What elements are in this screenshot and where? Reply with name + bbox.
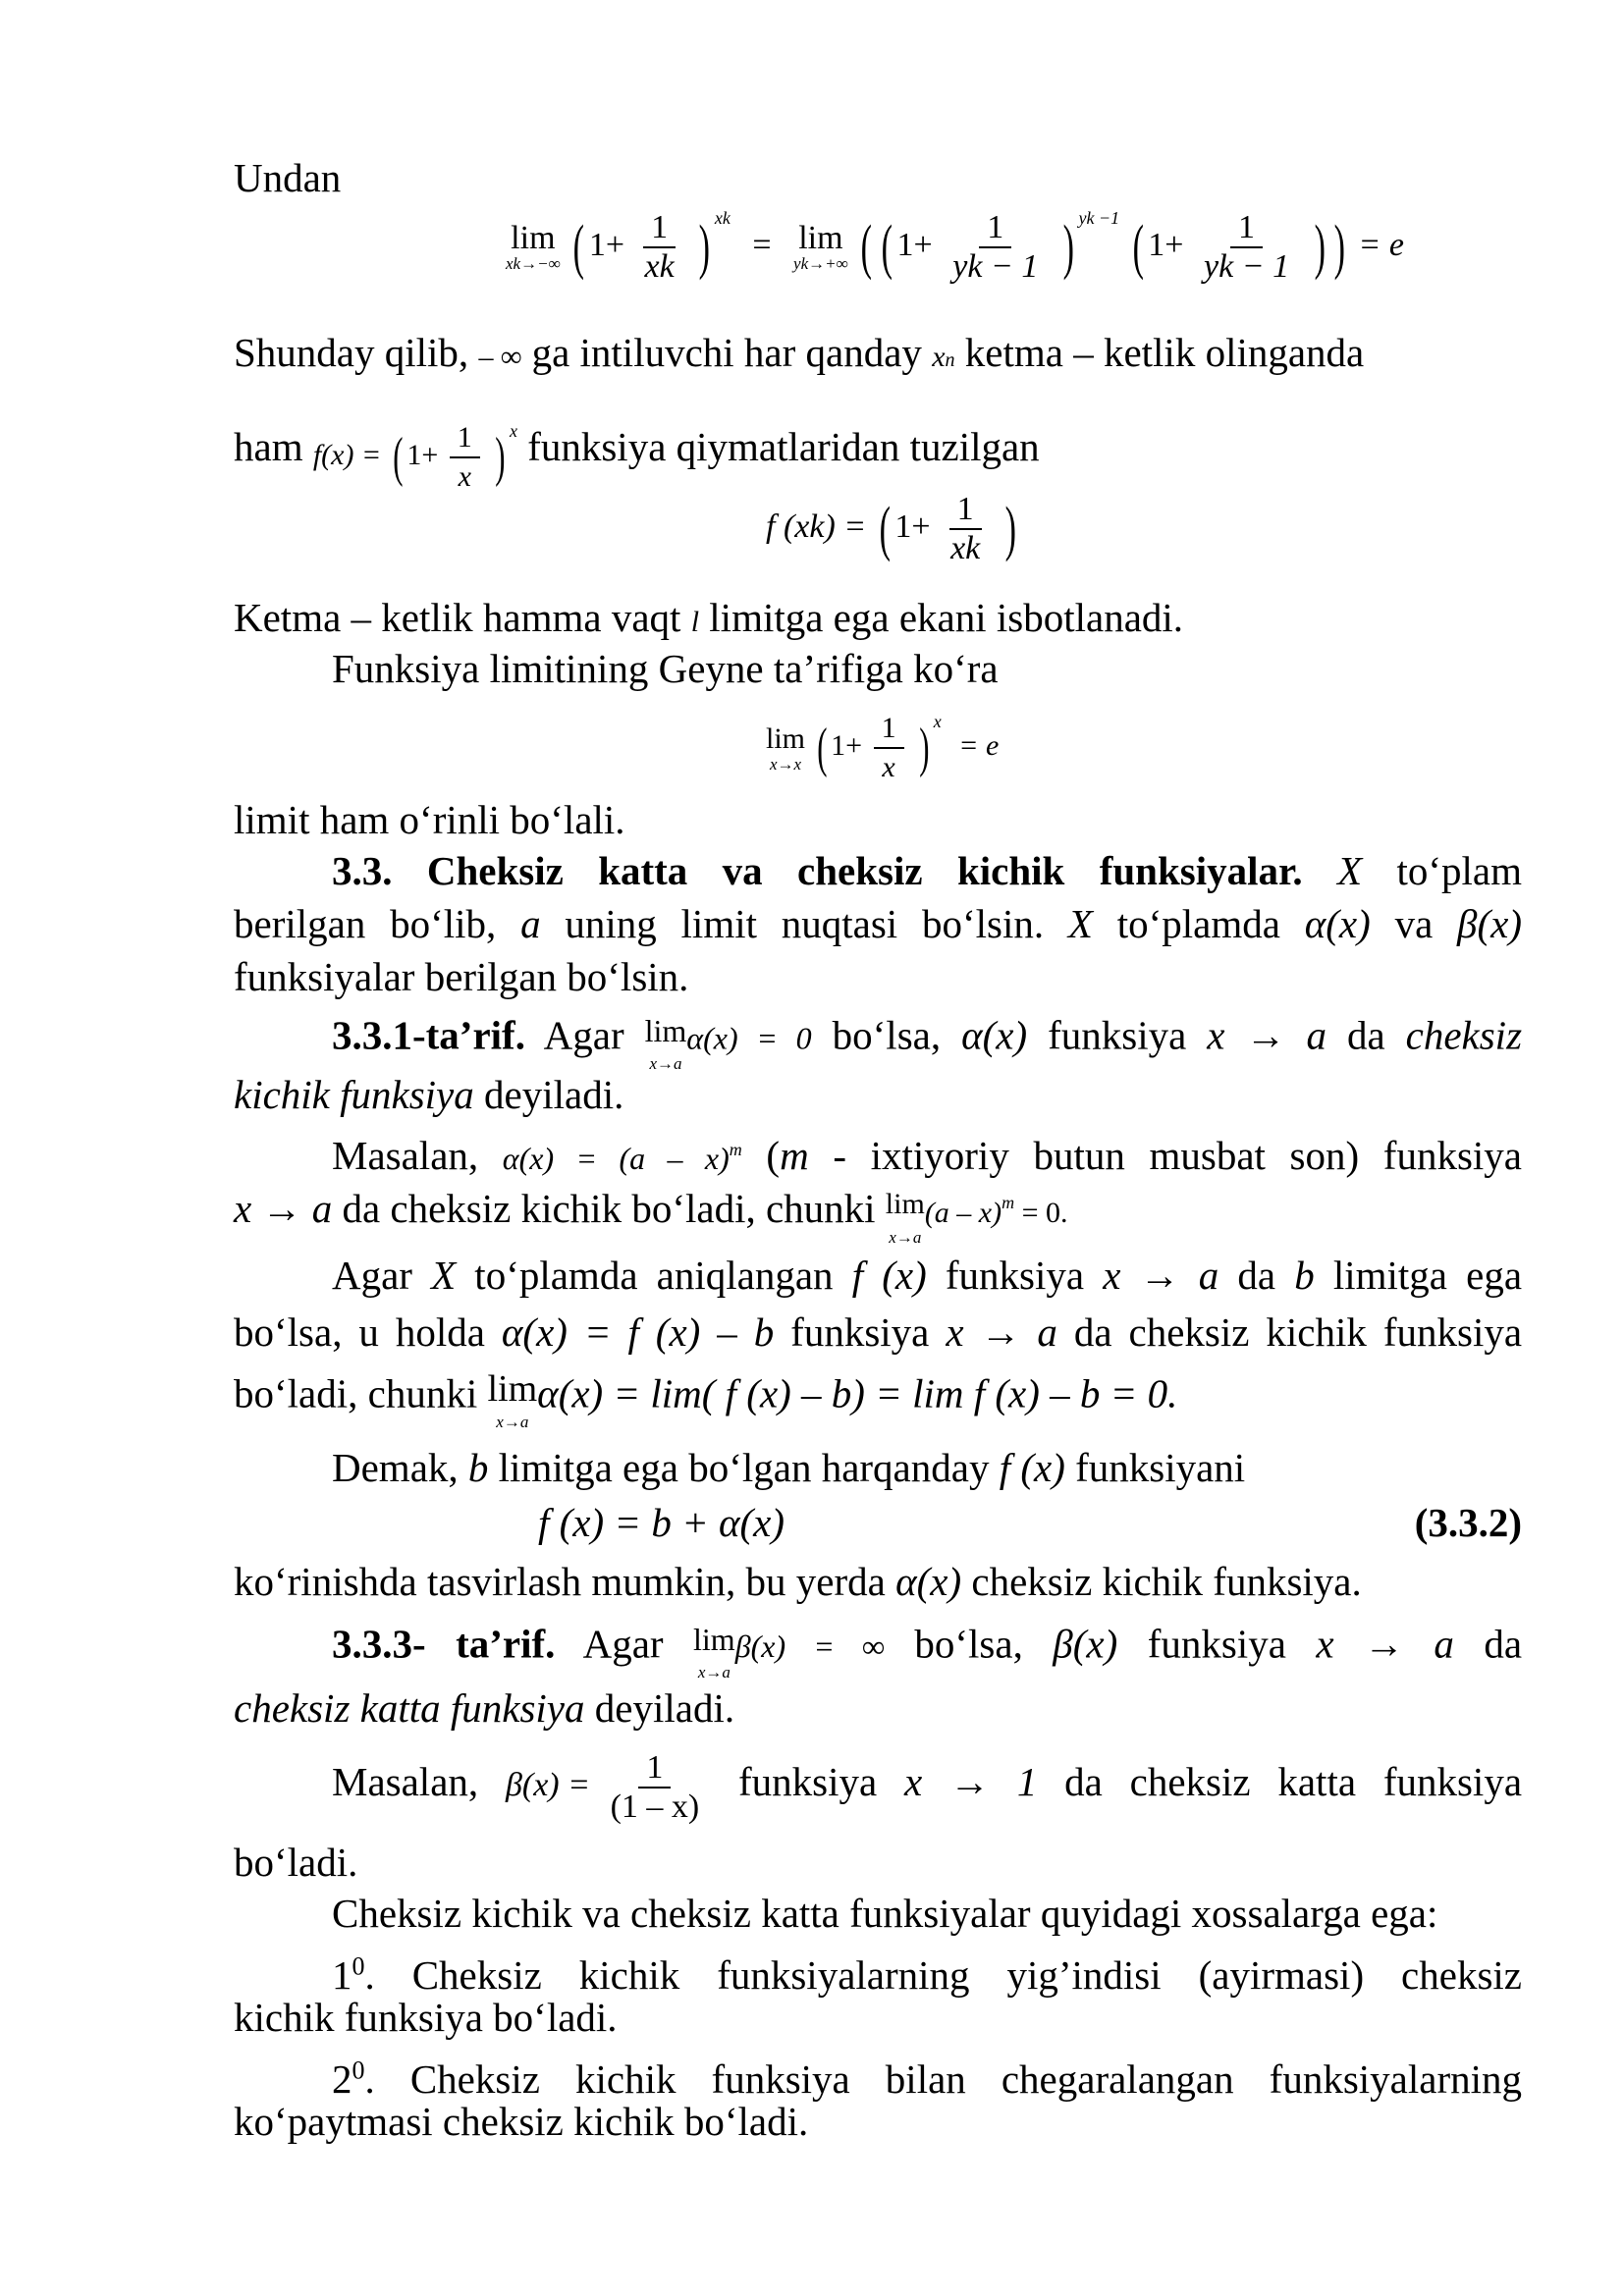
text-line: Cheksiz kichik va cheksiz katta funksiyalar quyidagi xossalarga ega: — [332, 1891, 1438, 1936]
text-line: bo‘ladi. — [234, 1840, 358, 1885]
definition-line: 3.3.3- ta’rif. Agar lim x→a β(x) = ∞ bo‘lsa, β(x) funksiya x → a da — [332, 1621, 1523, 1682]
text-line: x → a da cheksiz kichik bo‘ladi, chunki lim x→a (a – x)$^m$ = 0. — [234, 1186, 1068, 1247]
limit-formula-1: lim xk→−∞ ( 1+ $\frac{1}{xk}$ ) $^{xk}$ = lim yk→+∞ ( ( 1+ $\frac{1}{yk - 1}$ ) $^{yk -1}$ ( 1+ $\frac{1}{yk - 1}$ ) ) = e — [506, 208, 1404, 286]
text-line: kichik funksiya deyiladi. — [234, 1072, 624, 1117]
text-line: berilgan bo‘lib, a uning limit nuqtasi bo‘lsin. X to‘plamda α(x) va β(x) — [234, 901, 1522, 946]
definition-line: 3.3.1-ta’rif. Agar lim x→a α(x) = 0 bo‘lsa, α(x) funksiya x → a da cheksiz — [332, 1012, 1523, 1073]
limit-formula-e: lim x→x ( 1+ $\frac{1}{x}$ ) $^x$ = e — [766, 712, 1000, 784]
text-line: ko‘rinishda tasvirlash mumkin, bu yerda α(x) cheksiz kichik funksiya. — [234, 1559, 1362, 1604]
equation-line: f (x) = b + α(x) — [538, 1500, 785, 1545]
text-line: funksiyalar berilgan bo‘lsin. — [234, 954, 689, 999]
text-line: cheksiz katta funksiya deyiladi. — [234, 1685, 735, 1731]
equation-number: (3.3.2) — [1414, 1500, 1522, 1545]
text-line: ham f(x) = ( 1+ $\frac{1}{x}$ ) $^x$ funksiya qiymatlaridan tuzilgan — [234, 421, 1040, 494]
text-line: Masalan, β(x) = $\frac{1}{(1 - x)}$ funksiya x → 1 da cheksiz katta funksiya — [332, 1749, 1523, 1825]
text-line: Funksiya limitining Geyne ta’rifiga ko‘ra — [332, 646, 999, 691]
section-title: 3.3. Cheksiz katta va cheksiz kichik funksiyalar. — [332, 848, 1303, 893]
section-heading-line: 3.3. Cheksiz katta va cheksiz kichik funksiyalar. X to‘plam — [332, 848, 1523, 893]
text-line: Shunday qilib, – ∞ ga intiluvchi har qanday xn ketma – ketlik olinganda — [234, 330, 1365, 375]
text-line: bo‘ladi, chunki lim x→a α(x) = lim( f (x) – b) = lim f (x) – b = 0. — [234, 1368, 1178, 1431]
text-line: limit ham o‘rinli bo‘lali. — [234, 797, 625, 842]
lim-operator: lim yk→+∞ — [793, 220, 848, 274]
text-undan: Undan — [234, 155, 342, 200]
property-line: $2^0$. Cheksiz kichik funksiya bilan chegaralangan funksiyalarning — [332, 2056, 1522, 2102]
sequence-formula: f (xk) = ( 1+ $\frac{1}{xk}$ ) — [766, 491, 1016, 566]
text-line: Ketma – ketlik hamma vaqt l limitga ega ekani isbotlanadi. — [234, 595, 1184, 640]
text-line: Agar X to‘plamda aniqlangan f (x) funksiya x → a da b limitga ega — [332, 1253, 1523, 1298]
text-line: Masalan, α(x) = (a – x)$^m$ (m - ixtiyoriy butun musbat son) funksiya — [332, 1133, 1523, 1178]
text-line: Demak, b limitga ega bo‘lgan harqanday f (x) funksiyani — [332, 1445, 1246, 1490]
lim-operator: lim xk→−∞ — [506, 220, 561, 274]
text-line: ko‘paytmasi cheksiz kichik bo‘ladi. — [234, 2099, 809, 2144]
text-line — [234, 153, 1522, 202]
text-line: bo‘lsa, u holda α(x) = f (x) – b funksiya x → a da cheksiz kichik funksiya — [234, 1309, 1523, 1355]
text-line: kichik funksiya bo‘ladi. — [234, 1995, 618, 2040]
property-line: $1^0$. Cheksiz kichik funksiyalarning yig’indisi (ayirmasi) cheksiz — [332, 1951, 1522, 1998]
